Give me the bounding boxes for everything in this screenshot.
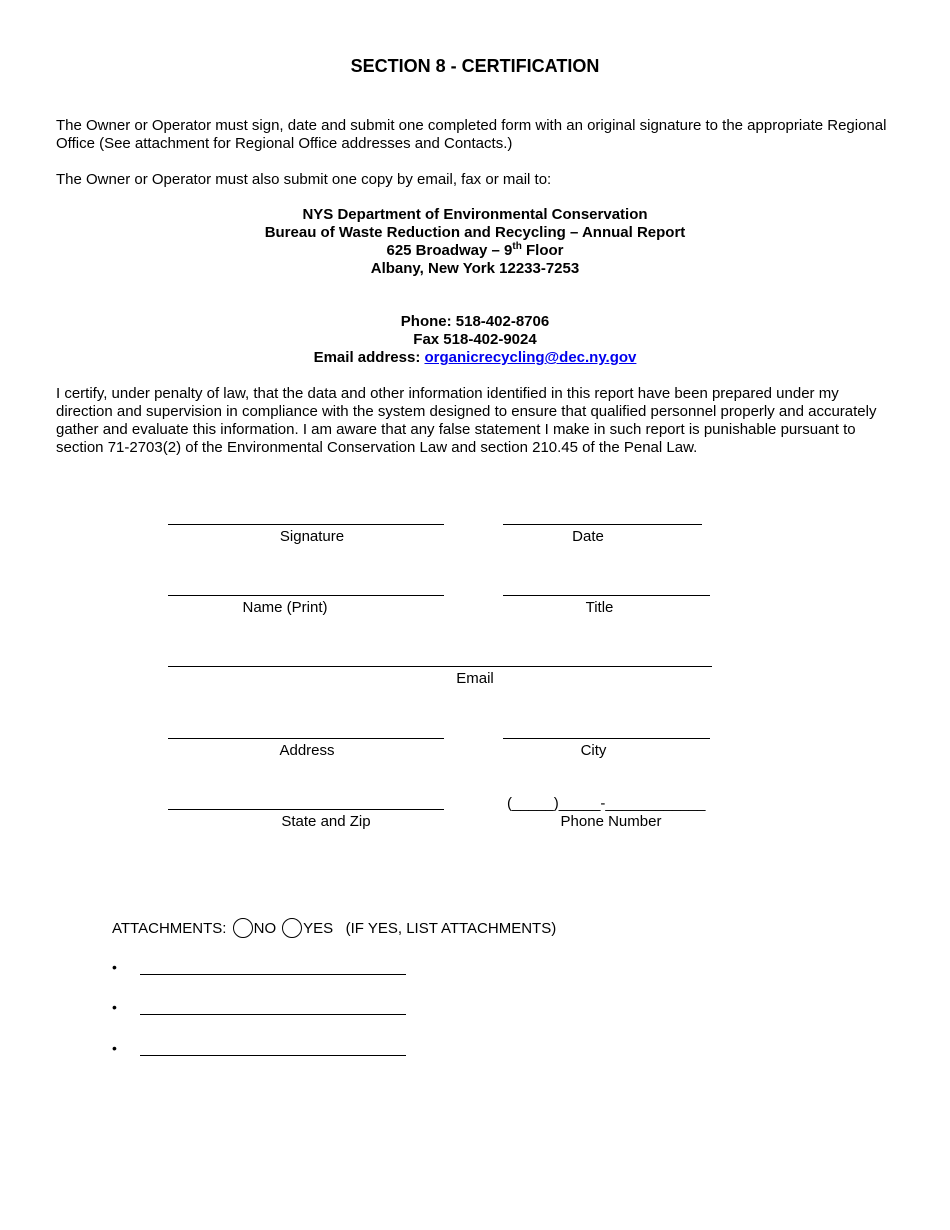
- intro-paragraph: The Owner or Operator must sign, date and submit one completed form with an original signature to the appropriate Regional Office (See attachment for Regional Office addresses and Contacts.): [56, 117, 887, 152]
- bullet-icon: •: [112, 1040, 117, 1056]
- email-line: Email address: organicrecycling@dec.ny.gov: [313, 349, 637, 366]
- signature-line[interactable]: [168, 524, 444, 525]
- email-field-line[interactable]: [168, 666, 712, 667]
- address-line-3: 625 Broadway – 9th Floor: [386, 241, 564, 259]
- address-line-2: Bureau of Waste Reduction and Recycling – Annual Report: [264, 224, 686, 241]
- address-label: Address: [279, 742, 335, 759]
- city-line[interactable]: [503, 738, 710, 739]
- city-label: City: [580, 742, 607, 759]
- contact-block: [0, 313, 950, 367]
- name-line[interactable]: [168, 595, 444, 596]
- submit-copy-paragraph: The Owner or Operator must also submit one copy by email, fax or mail to:: [56, 171, 552, 188]
- attachments-row: [112, 918, 556, 940]
- state-zip-line[interactable]: [168, 809, 444, 810]
- date-line[interactable]: [503, 524, 702, 525]
- certification-statement: I certify, under penalty of law, that the data and other information identified in this report have been prepared under my direction and supervision in compliance with the system designed to ensure that qualified personnel properly and accurately gather and evaluate this information. I am aware that any false statement I make in such report is punishable pursuant to section 71-2703(2) of the Environmental Conservation Law and section 210.45 of the Penal Law.: [56, 385, 877, 456]
- phone-line: Phone: 518-402-8706: [400, 313, 550, 330]
- yes-radio-icon[interactable]: [282, 918, 302, 938]
- phone-number-label: Phone Number: [560, 813, 662, 830]
- phone-number-field[interactable]: (_____)_____-____________: [507, 795, 706, 812]
- signature-label: Signature: [279, 528, 345, 545]
- title-line[interactable]: [503, 595, 710, 596]
- mailing-address: [0, 206, 950, 278]
- fax-line: Fax 518-402-9024: [413, 331, 537, 348]
- attachments-label: ATTACHMENTS:: [112, 920, 231, 937]
- section-title: SECTION 8 - CERTIFICATION: [350, 56, 600, 76]
- email-link[interactable]: organicrecycling@dec.ny.gov: [424, 349, 637, 366]
- no-radio-icon[interactable]: [233, 918, 253, 938]
- title-label: Title: [585, 599, 614, 616]
- attachment-line-1[interactable]: [140, 974, 406, 975]
- state-zip-label: State and Zip: [281, 813, 371, 830]
- address-line-4: Albany, New York 12233-7253: [370, 260, 580, 277]
- address-line[interactable]: [168, 738, 444, 739]
- bullet-icon: •: [112, 999, 117, 1015]
- attachment-line-3[interactable]: [140, 1055, 406, 1056]
- name-label: Name (Print): [242, 599, 328, 616]
- bullet-icon: •: [112, 959, 117, 975]
- date-label: Date: [572, 528, 604, 545]
- address-line-1: NYS Department of Environmental Conservation: [302, 206, 648, 223]
- attachment-line-2[interactable]: [140, 1014, 406, 1015]
- yes-option-label: YES: [303, 920, 334, 937]
- attachments-note: (IF YES, LIST ATTACHMENTS): [333, 920, 557, 937]
- no-option-label: NO: [253, 920, 277, 937]
- email-field-label: Email: [456, 670, 494, 687]
